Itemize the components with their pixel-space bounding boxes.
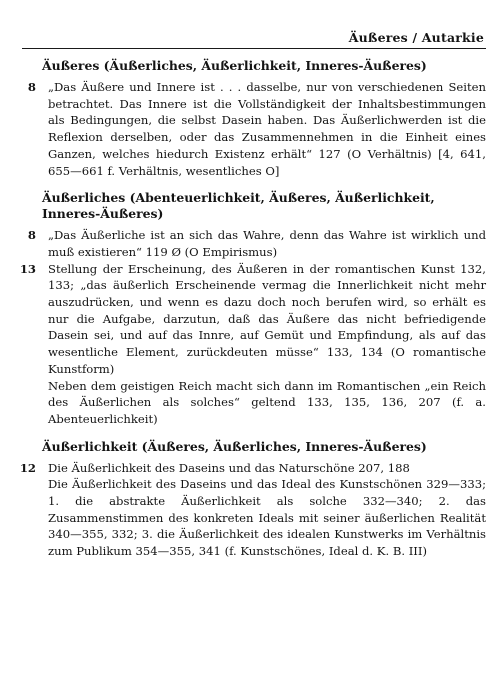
entry-text: Neben dem geistigen Reich macht sich dann im Romantischen „ein Reich des Äußerlichen als solches“ geltend 133, 135, 136, 207 (f. a. Abenteuerlichkeit) bbox=[48, 378, 486, 426]
entry-text: Stellung der Erscheinung, des Äußeren in der romantischen Kunst 132, 133; „das äußerlich Erscheinende vermag die Innerlichkeit nicht mehr auszudrücken, und wenn es dazu doch noch berufen wird, so erhält es nur die Aufgabe, darzutun, daß das Äußere das nicht befriedigende Dasein sei, und auf das Innre, auf Gemüt und Empfindung, als auf das wesentliche Element, zurückdeuten müsse“ 133, 134 (O romantische Kunstform) bbox=[48, 261, 486, 376]
entry-number: 12 bbox=[19, 460, 36, 475]
section-aeusserlichkeit bbox=[18, 439, 486, 560]
section-aeusseres bbox=[18, 58, 486, 179]
index-entry bbox=[18, 460, 486, 560]
section-aeusserliches bbox=[18, 190, 486, 427]
section-heading: Äußerlichkeit (Äußeres, Äußerliches, Inneres-Äußeres) bbox=[42, 438, 427, 454]
section-heading: Äußeres (Äußerliches, Äußerlichkeit, Inneres-Äußeres) bbox=[42, 58, 427, 73]
section-heading: Äußerliches (Abenteuerlichkeit, Äußeres, Äußerlichkeit, Inneres-Äußeres) bbox=[42, 190, 435, 222]
page-header: Äußeres / Autarkie bbox=[348, 30, 484, 45]
index-entry bbox=[18, 261, 486, 428]
entry-text: „Das Äußere und Innere ist . . . dasselbe, nur von verschiedenen Seiten betrachtet. Das Innere ist die Vollständigkeit der Inhaltsbestimmungen als Bedingungen, die selbst Dasein haben. Das Äußerlichwerden ist die Reflexion derselben, oder das Zusammennehmen in die Einheit eines Ganzen, welches hiedurch Existenz erhält“ 127 (O Verhältnis) [4, 641, 655—661 f. Verhältnis, wesentliches O] bbox=[48, 80, 486, 178]
entry-number: 13 bbox=[19, 261, 36, 276]
entry-number: 8 bbox=[27, 228, 36, 243]
entry-text: „Das Äußerliche ist an sich das Wahre, denn das Wahre ist wirklich und muß existieren“ 119 Ø (O Empirismus) bbox=[48, 228, 486, 259]
entry-text: Die Äußerlichkeit des Daseins und das Naturschöne 207, 188 bbox=[48, 460, 410, 475]
index-entry bbox=[18, 227, 486, 260]
index-content bbox=[18, 58, 486, 571]
index-entry bbox=[18, 79, 486, 179]
entry-text: Die Äußerlichkeit des Daseins und das Ideal des Kunstschönen 329—333; 1. die abstrakte Äußerlichkeit als solche 332—340; 2. das Zusammenstimmen des konkreten Ideals mit seiner äußerlichen Realität 340—355, 332; 3. die Äußerlichkeit des idealen Kunstwerks im Verhältnis zum Publikum 354—355, 341 (f. Kunstschönes, Ideal d. K. B. III) bbox=[48, 477, 486, 559]
entry-number: 8 bbox=[27, 80, 36, 94]
header-rule bbox=[22, 48, 486, 49]
